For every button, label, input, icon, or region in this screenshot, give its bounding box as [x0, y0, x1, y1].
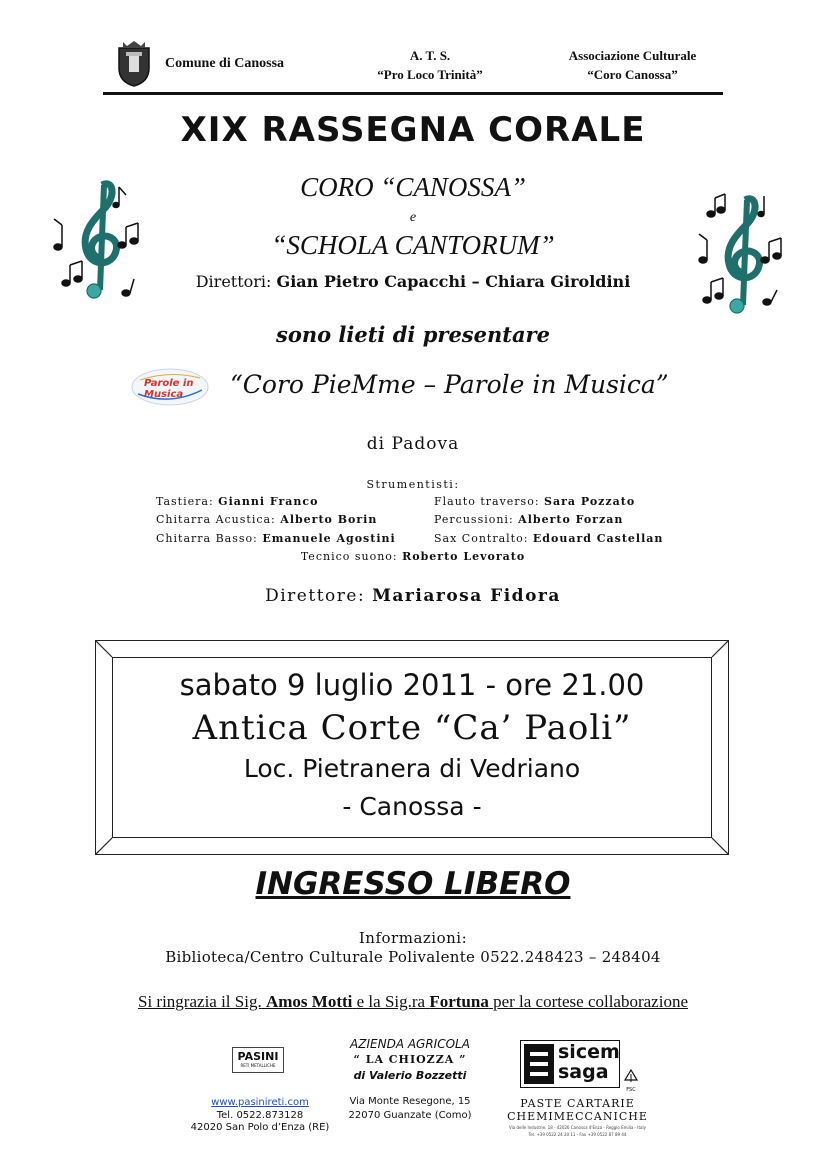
musician-entry: [156, 513, 377, 526]
farm-subtitle: “ LA CHIOZZA ”: [353, 1053, 467, 1066]
musician-entry: [156, 532, 396, 545]
musician-role: Chitarra Basso:: [156, 532, 258, 545]
musician-name: Gianni Franco: [218, 495, 319, 508]
host-choir-2: “SCHOLA CANTORUM”: [271, 230, 555, 260]
event-town: - Canossa -: [342, 792, 482, 821]
musician-entry: [434, 495, 635, 508]
musician-entry: [434, 532, 663, 545]
sicem-phone: Tel. +39 0522 24 20 11 - Fax +39 0522 87 89 44: [528, 1132, 627, 1137]
thanks-name-2: Fortuna: [429, 992, 489, 1011]
guest-director: [0, 586, 826, 606]
musician-entry: [0, 550, 826, 563]
info-contact: Biblioteca/Centro Culturale Polivalente 0522.248423 – 248404: [165, 948, 661, 966]
musician-name: Edouard Castellan: [532, 532, 664, 545]
host-choir-1: CORO “CANOSSA”: [300, 172, 526, 202]
event-venue: Antica Corte “Ca’ Paoli”: [192, 708, 632, 748]
musician-name: Emanuele Agostini: [262, 532, 396, 545]
host-conjunction: e: [409, 210, 417, 225]
presents-line: sono lieti di presentare: [276, 322, 550, 347]
header-ats-line2: “Pro Loco Trinità”: [377, 67, 483, 82]
thanks-prefix: Si ringrazia il Sig.: [138, 992, 262, 1011]
thanks-middle: e la Sig.ra: [356, 992, 426, 1011]
sicem-address: Via delle Industrie, 18 - 42026 Canossa d'Enza - Reggio Emilia - Italy: [509, 1125, 646, 1130]
fsc-logo: [623, 1068, 639, 1093]
musician-entry: [434, 513, 623, 526]
musician-role: Flauto traverso:: [434, 495, 540, 508]
musician-name: Sara Pozzato: [544, 495, 636, 508]
guest-choir-name: “Coro PieMme – Parole in Musica”: [230, 370, 669, 399]
header-ats: [345, 46, 515, 84]
treble-clef-notes-icon: [693, 190, 788, 320]
musician-role: Tastiera:: [156, 495, 214, 508]
header-association: [540, 46, 725, 84]
treble-clef-notes-icon: [50, 175, 145, 305]
header-comune: Comune di Canossa: [165, 56, 285, 71]
pasini-phone: Tel. 0522.873128: [216, 1110, 304, 1121]
guest-director-label: Direttore:: [265, 586, 366, 606]
pasini-address: 42020 San Polo d’Enza (RE): [190, 1122, 330, 1133]
sicem-saga-logo: [520, 1040, 620, 1088]
fsc-tree-icon: [623, 1069, 639, 1083]
sicem-subtitle-2: CHEMIMECCANICHE: [507, 1110, 648, 1123]
musician-role: Tecnico suono:: [300, 550, 398, 563]
thanks-name-1: Amos Motti: [265, 992, 353, 1011]
event-location: Loc. Pietranera di Vedriano: [243, 754, 581, 783]
thanks-line: [0, 992, 826, 1012]
guest-director-name: Mariarosa Fidora: [372, 586, 561, 606]
admission-free: INGRESSO LIBERO: [255, 866, 571, 902]
farm-name: AZIENDA AGRICOLA: [350, 1037, 470, 1051]
guest-origin-city: Padova: [391, 434, 460, 454]
pasini-logo-subtext: RETI METALLICHE: [240, 1063, 276, 1068]
farm-address-street: Via Monte Resegone, 15: [349, 1096, 471, 1107]
musician-role: Chitarra Acustica:: [156, 513, 276, 526]
header-divider: [103, 92, 723, 95]
sicem-logo-line2: saga: [558, 1061, 609, 1083]
comune-crest-icon: [113, 38, 155, 88]
header-ats-line1: A. T. S.: [409, 48, 451, 63]
musician-role: Sax Contralto:: [434, 532, 529, 545]
musician-name: Alberto Borin: [280, 513, 378, 526]
parole-logo-text: Parole in Musica: [144, 378, 194, 400]
musician-role: Percussioni:: [434, 513, 514, 526]
event-date: sabato 9 luglio 2011 - ore 21.00: [179, 668, 645, 702]
fsc-label: FSC: [626, 1087, 636, 1093]
sicem-subtitle-1: PASTE CARTARIE: [520, 1097, 635, 1110]
musicians-label: Strumentisti:: [366, 478, 460, 491]
guest-origin-prefix: di: [366, 434, 386, 454]
header-assoc-line1: Associazione Culturale: [568, 48, 697, 63]
pasini-logo-text: PASINI: [237, 1050, 279, 1063]
event-title: XIX RASSEGNA CORALE: [180, 110, 646, 150]
thanks-suffix: per la cortese collaborazione: [493, 992, 688, 1011]
musician-name: Alberto Forzan: [518, 513, 624, 526]
pasini-logo: [232, 1047, 284, 1073]
guest-origin: [0, 434, 826, 454]
musician-entry: [156, 495, 318, 508]
farm-owner: di Valerio Bozzetti: [353, 1069, 467, 1082]
info-label: Informazioni:: [358, 929, 468, 947]
host-directors-names: Gian Pietro Capacchi – Chiara Giroldini: [276, 272, 631, 291]
parole-in-musica-logo: [130, 366, 210, 408]
pasini-website-link[interactable]: www.pasinireti.com: [211, 1097, 309, 1108]
farm-address-city: 22070 Guanzate (Como): [348, 1110, 472, 1121]
header-assoc-line2: “Coro Canossa”: [587, 67, 678, 82]
musician-name: Roberto Levorato: [402, 550, 526, 563]
host-directors-label: Direttori:: [195, 272, 272, 291]
sicem-logo-line1: sicem: [558, 1041, 620, 1063]
